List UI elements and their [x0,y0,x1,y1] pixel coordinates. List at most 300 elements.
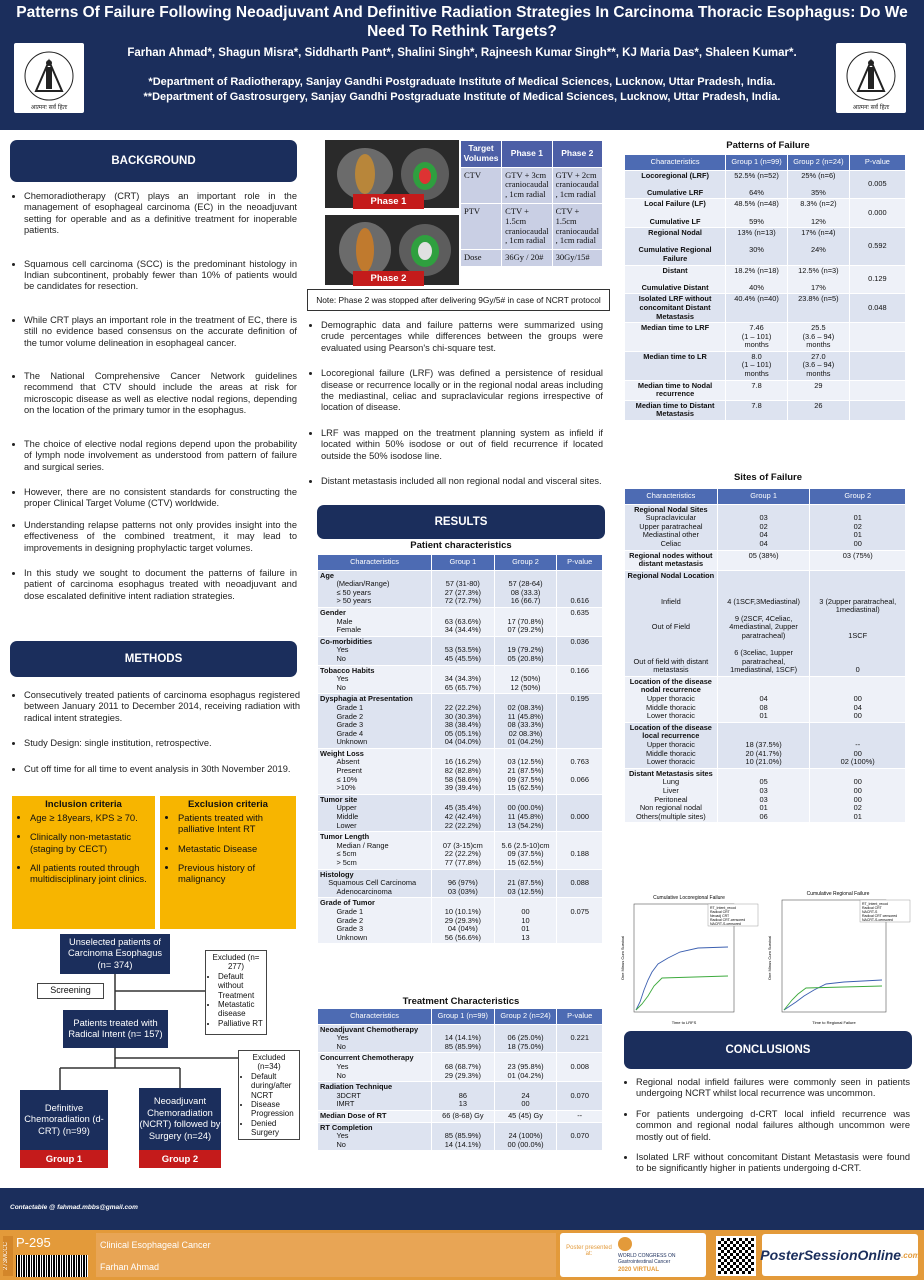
patient-cell: 57 (31-80) 27 (27.3%) 72 (72.7%) [432,570,495,607]
conclusions-text [622,1077,910,1184]
pof-header: Group 1 (n=99) [726,155,788,171]
pof-header: Characteristics [625,155,726,171]
methods-list [10,690,300,775]
poster-title: Patterns Of Failure Following Neoadjuvant And Definitive Radiation Strategies In Carcinoma Thoracic Esophagus: Do We Need To Rethink Targets? [16,4,908,40]
cell-line: Grade 3 [336,924,364,934]
phase-table [460,140,603,267]
sof-cell: 01 02 01 00 [810,504,906,550]
pof-cell: 23.8% (n=5) [787,294,849,323]
treatment-cell: 66 (8-68) Gy [432,1110,495,1122]
cell-line: RT Completion [320,1122,373,1132]
treatment-cell: 24 (100%) 00 (00.0%) [494,1122,557,1151]
phase-row [461,250,603,267]
flow-screening: Screening [37,983,104,999]
background-list [10,191,297,602]
qr-code-icon[interactable] [716,1236,756,1276]
excluded2-list [242,1072,296,1138]
cell-line: Dysphagia at Presentation [320,694,413,704]
excluded1-item: • Metastatic disease [218,1000,263,1019]
patient-cell: 0.195 [557,694,603,749]
patient-cell [318,748,432,794]
institute-logo-right [836,43,906,113]
sof-cell [625,570,718,676]
cell-line: Regional nodes without distant metastasis [629,550,715,569]
cell-line: > 50 years [320,596,372,606]
pof-cell: 0.048 [849,294,905,323]
cell-line: Histology [320,869,354,879]
pof-cell: Median time to LRF [625,323,726,352]
cell-line: Regional Nodal Sites [634,504,708,514]
logo-motto-right: आत्मनः सर्वं हितः [852,104,890,111]
pof-cell: 26 [787,400,849,420]
treatment-cell [318,1053,432,1082]
sof-cell: 00 04 00 [810,676,906,722]
km2-ylabel: One Minus Cum Survival [767,935,772,981]
phase-cell: CTV [461,167,502,203]
cell-line: >10% [320,783,356,793]
pof-cell: 0.129 [849,265,905,294]
pof-cell: 18.2% (n=18) 40% [726,265,788,294]
patient-cell [318,794,432,831]
km1-legend-4: NACRT-S-censored [710,922,741,926]
treatment-cell [318,1110,432,1122]
background-item: • Chemoradiotherapy (CRT) plays an important role in the management of esophageal carcinoma (EC) in the neoadjuvant setting for operable and as a definitive treatment for inoperable patients. [24,191,297,237]
pof-cell: Median time to Nodal recurrence [625,380,726,400]
background-item: • The National Comprehensive Cancer Network guidelines recommend that CTV should include the areas at risk for microscopic disease as well as elective nodal regions, depending on the location of the primary tumor in the esophagus. [24,371,297,417]
patient-cell: 57 (28-64) 08 (33.3) 16 (66.7) [494,570,557,607]
cell-line: Yes [336,1033,349,1043]
sof-cell: 03 02 04 04 [717,504,810,550]
background-item: • The choice of elective nodal regions depend upon the probability of lymph node involvement as understood from pattern of failure and surgical series. [24,439,297,473]
pof-row [625,323,906,352]
flow-ncrt: Neoadjuvant Chemoradiation (NCRT) followed by Surgery (n=24) [139,1088,221,1150]
cell-line: Yes [336,1131,349,1141]
background-item: • In this study we sought to document the patterns of failure in patient of carcinoma esophagus treated with neoadjuvant and dose escalated definitive intent radiation strategies. [24,568,297,602]
cell-line: Male [336,616,353,626]
patient-row [318,636,603,665]
congress-logo-icon [618,1237,632,1251]
cell-line: Grade 4 [336,728,364,738]
sof-cell: -- 00 02 (100%) [810,722,906,768]
treatment-cell: 85 (85.9%) 14 (14.1%) [432,1122,495,1151]
pof-cell [849,380,905,400]
phase-cell: PTV [461,203,502,249]
cell-line: Out of field with distant metastasis [633,656,711,675]
cell-line: Peritoneal [654,794,688,804]
cell-line: No [320,653,346,663]
treatment-header: P-value [557,1009,603,1025]
methods-heading: METHODS [10,641,297,677]
methods-detail-item: • LRF was mapped on the treatment planning system as infield if located within 50% isodose or out of field recurrence if located outside the 50% isodose line. [321,428,603,462]
km2-legend-3: Radical CRT censored [862,914,898,918]
pof-cell: 29 [787,380,849,400]
cell-line: Grade 1 [336,702,364,712]
pof-header: P-value [849,155,905,171]
phase-cell: Dose [461,250,502,267]
patient-cell: 63 (63.6%) 34 (34.4%) [432,607,495,636]
cell-line: > 5cm [320,858,357,867]
patient-header: P-value [557,555,603,571]
sof-header: Characteristics [625,489,718,505]
km1-legend-1: Radical CRT [710,910,730,914]
cell-line: Neoadjuvant Chemotherapy [320,1024,419,1034]
patient-row [318,832,603,869]
km-chart-regional [764,888,912,1028]
treatment-cell: 0.070 [557,1122,603,1151]
cell-line: Lower thoracic [646,711,695,721]
sof-cell: 04 08 01 [717,676,810,722]
patient-header: Characteristics [318,555,432,571]
treatment-cell: 86 13 [432,1082,495,1111]
excluded1-item: • Default without Treatment [218,972,263,1000]
treatment-cell: 0.008 [557,1053,603,1082]
cell-line: Non regional nodal [639,803,702,813]
km1-ylabel: One Minus Cum Survival [620,935,625,981]
cell-line: Middle thoracic [646,702,696,712]
cell-line: Liver [662,786,679,795]
pof-cell: 7.8 [726,380,788,400]
sof-row [625,504,906,550]
patient-cell: 0.635 [557,607,603,636]
sof-row [625,722,906,768]
treatment-cell: 45 (45) Gy [494,1110,557,1122]
sof-row [625,676,906,722]
patient-row [318,665,603,694]
inclusion-list [18,812,149,884]
cell-line: Lower [320,820,357,830]
contact-text: Contactable @ fahmad.mbbs@gmail.com [10,1204,138,1211]
cell-line: Tumor Length [320,832,370,842]
cell-line: Median Dose of RT [320,1110,387,1120]
exclusion-item: • Patients treated with palliative Intent RT [178,812,290,834]
cell-line: No [320,1070,346,1080]
patient-row [318,748,603,794]
treatment-cell: 68 (68.7%) 29 (29.3%) [432,1053,495,1082]
patient-cell [318,570,432,607]
pof-cell: 0.005 [849,170,905,199]
patient-row [318,794,603,831]
cell-line: Regional Nodal Location [627,570,715,580]
patient-cell [318,869,432,898]
treatment-cell: 0.221 [557,1024,603,1053]
phase-cell: CTV + 1.5cm craniocaudal , 1cm radial [502,203,552,249]
cell-line: Unknown [320,932,368,942]
pof-cell: Isolated LRF without concomitant Distant Metastasis [625,294,726,323]
pof-cell: Median time to LR [625,351,726,380]
pof-cell: 0.592 [849,228,905,265]
patient-cell: 00 10 01 13 [494,898,557,944]
excluded2-item: • Default during/after NCRT [251,1072,296,1100]
treatment-cell [318,1024,432,1053]
pof-cell: 17% (n=4) 24% [787,228,849,265]
exclusion-title: Exclusion criteria [188,799,268,810]
cell-line: Radiation Technique [320,1082,393,1092]
cell-line: Out of Field [651,622,690,632]
sof-cell: 03 (75%) [810,550,906,570]
sof-table-title: Sites of Failure [733,472,803,483]
phase-header: Phase 1 [502,141,552,168]
inclusion-item: • Clinically non-metastatic (staging by CECT) [30,831,149,853]
poster-category: Clinical Esophageal Cancer [100,1240,211,1250]
vertical-code: 273MCCC [3,1236,13,1276]
cell-line: Squamous Cell Carcinoma [328,878,417,888]
cell-line: Supraclavicular [645,513,697,523]
cell-line: Yes [336,1061,349,1071]
cell-line: No [320,1041,346,1051]
treatment-characteristics-table [317,1008,603,1151]
pof-cell [849,323,905,352]
patient-cell: 96 (97%) 03 (03%) [432,869,495,898]
methods-detail-list [307,320,603,487]
treatment-row [318,1053,603,1082]
excluded1-list [209,972,263,1028]
cell-line: Absent [336,757,360,767]
cell-line: Lower thoracic [646,757,695,767]
sof-cell [625,768,718,823]
inclusion-item: • Age ≥ 18years, KPS ≥ 70. [30,812,149,823]
background-item: • However, there are no consistent standards for constructing the proper Clinical Target Volume (CTV) worldwide. [24,487,297,510]
phase-cell: 30Gy/15# [552,250,602,267]
flow-dcrt: Definitive Chemoradiation (d-CRT) (n=99) [20,1090,108,1150]
km1-title: Cumulative Locoregional Failure [653,895,725,901]
cell-line: Grade of Tumor [320,898,375,908]
phase-cell: CTV + 1.5cm craniocaudal , 1cm radial [552,203,602,249]
cell-line: Median / Range [336,840,389,850]
cell-line: Yes [336,645,349,655]
sof-cell [625,722,718,768]
km-chart-locoregional [618,892,760,1028]
patient-row [318,607,603,636]
treatment-row [318,1110,603,1122]
km1-xlabel: Time to LRFS [671,1020,697,1025]
patient-cell: 0.036 [557,636,603,665]
phase-header: Phase 2 [552,141,602,168]
sof-cell [625,550,718,570]
cell-line: Mediastinal other [642,530,699,540]
patient-cell: 0.000 [557,794,603,831]
pof-cell: 7.8 [726,400,788,420]
excluded1-item: • Palliative RT [218,1019,263,1028]
km1-legend-3: Radical CRT-censored [710,918,746,922]
treatment-cell: 0.070 [557,1082,603,1111]
sof-row [625,768,906,823]
methods-detail-item: • Demographic data and failure patterns were summarized using crude percentages while differences between the groups were evaluated using Pearson's chi-square test. [321,320,603,354]
cell-line: ≤ 5cm [336,849,357,859]
sof-cell [625,676,718,722]
pof-cell: 0.000 [849,199,905,228]
pof-cell [849,400,905,420]
sof-cell: 05 03 03 01 06 [717,768,810,823]
poster-footer [0,1188,924,1230]
pof-cell: 27.0 (3.6 – 94) months [787,351,849,380]
flow-radical: Patients treated with Radical Intent (n= 157) [63,1010,168,1048]
presented-at: Poster presented at: [566,1245,612,1257]
pof-row [625,400,906,420]
km2-title: Cumulative Regional Failure [806,891,870,897]
pof-cell: Regional Nodal Cumulative Regional Failure [625,228,726,265]
sof-header: Group 2 [810,489,906,505]
methods-detail-item: • Distant metastasis included all non regional nodal and visceral sites. [321,476,603,487]
patient-cell: 19 (79.2%) 05 (20.8%) [494,636,557,665]
conclusions-list [622,1077,910,1175]
excluded1-title: Excluded (n= 277) [212,953,260,972]
patient-cell: 0.075 [557,898,603,944]
institute-logo-left [14,43,84,113]
patient-cell [318,694,432,749]
pof-row [625,228,906,265]
treatment-cell [318,1082,432,1111]
pof-cell: 8.3% (n=2) 12% [787,199,849,228]
poster-affiliations [110,75,814,105]
patient-row [318,570,603,607]
treatment-cell: -- [557,1110,603,1122]
patient-cell: 0.616 [557,570,603,607]
poster-code: P-295 [16,1235,51,1250]
cell-line: 3DCRT [336,1090,361,1100]
cell-line: Grade 1 [336,906,364,916]
pof-row [625,294,906,323]
cell-line: Upper [336,803,357,813]
cell-line: Tumor site [320,794,358,804]
cell-line: ≤ 10% [336,774,358,784]
cell-line: Others(multiple sites) [635,811,706,821]
pof-cell: 40.4% (n=40) [726,294,788,323]
conclusion-item: • Isolated LRF without concomitant Distant Metastasis were found to be significantly higher in patients undergoing d-CRT. [636,1152,910,1175]
treatment-cell: 24 00 [494,1082,557,1111]
phase-cell: 36Gy / 20# [502,250,552,267]
cell-line: No [320,1139,346,1149]
cell-line: Celiac [660,538,682,548]
pof-cell: 25.5 (3.6 – 94) months [787,323,849,352]
excluded2-item: • Disease Progression [251,1100,296,1119]
pof-header: Group 2 (n=24) [787,155,849,171]
pof-cell: 48.5% (n=48) 59% [726,199,788,228]
cell-line: No [320,682,346,692]
patient-cell: 0.188 [557,832,603,869]
phase2-label: Phase 2 [353,271,424,286]
conclusion-item: • Regional nodal infield failures were commonly seen in patients undergoing NCRT whilst local recurrence was uncommon. [636,1077,910,1100]
sof-cell: 4 (1SCF,3Mediastinal) 9 (2SCF, 4Celiac, 4mediastinal, 2upper paratracheal) 6 (3celiac, 1upper paratracheal, 1mediastinal, 1SCF) [717,570,810,676]
patient-cell [318,832,432,869]
poster-header [0,0,924,130]
treatment-row [318,1122,603,1151]
patient-cell: 0.166 [557,665,603,694]
pof-row [625,351,906,380]
flow-group-2: Group 2 [139,1150,221,1168]
phase-header: Target Volumes [461,141,502,168]
sof-cell: 05 (38%) [717,550,810,570]
patient-cell: 12 (50%) 12 (50%) [494,665,557,694]
sof-cell: 3 (2upper paratracheal, 1mediastinal) 1SCF 0 [810,570,906,676]
sites-of-failure-table [624,488,906,823]
congress-badge [560,1233,706,1277]
pof-row [625,170,906,199]
bottom-bar [0,1230,924,1280]
km2-legend-4: NACRT-S-censored [862,918,893,922]
cell-line: Lung [662,777,680,787]
km2-legend-1: Radical CRT [862,906,882,910]
brand-logo[interactable] [762,1234,918,1276]
sof-cell: 00 00 00 02 01 [810,768,906,823]
cell-line: Age [320,570,334,580]
methods-item: • Study Design: single institution, retrospective. [24,738,300,749]
km2-xlabel: Time to Regional Failure [812,1020,856,1025]
conclusion-item: • For patients undergoing d-CRT local infield recurrence was common and regional nodal failures although uncommon were mostly out of field. [636,1109,910,1143]
pof-cell: Local Failure (LF) Cumulative LF [625,199,726,228]
cell-line: Concurrent Chemotherapy [320,1053,414,1063]
cell-line: Location of the disease local recurrence [629,722,712,741]
patient-cell: 03 (12.5%) 21 (87.5%) 09 (37.5%) 15 (62.5%) [494,748,557,794]
pof-cell: 52.5% (n=52) 64% [726,170,788,199]
inclusion-criteria-box [12,796,155,929]
cell-line: Weight Loss [320,748,364,758]
background-item: • Understanding relapse patterns not only provides insight into the effectiveness of the combined treatment, it may lead to improvements in designing prophylactic target volumes. [24,520,297,554]
flow-excluded-2 [238,1050,300,1140]
km2-legend-2: NACRT-S [862,910,878,914]
patient-row [318,898,603,944]
treatment-header: Group 1 (n=99) [432,1009,495,1025]
cell-line: (Median/Range) [336,579,390,589]
logo-motto-left: आत्मनः सर्वं हितः [30,104,68,111]
pof-cell: Locoregional (LRF) Cumulative LRF [625,170,726,199]
cell-line: Upper thoracic [646,694,695,704]
patient-row [318,869,603,898]
patient-characteristics-table [317,554,603,944]
treatment-header: Group 2 (n=24) [494,1009,557,1025]
phase-cell: GTV + 3cm craniocaudal , 1cm radial [502,167,552,203]
flow-excluded-1 [205,950,267,1035]
pof-table-title: Patterns of Failure [726,140,810,151]
pof-cell: 8.0 (1 – 101) months [726,351,788,380]
pof-cell: 12.5% (n=3) 17% [787,265,849,294]
cell-line: Co-morbidities [320,636,373,646]
exclusion-criteria-box [160,796,296,929]
km-plot-locoregional [618,892,760,1028]
patient-cell [318,607,432,636]
inclusion-title: Inclusion criteria [45,799,122,810]
background-heading: BACKGROUND [10,140,297,182]
pof-cell: 25% (n=6) 35% [787,170,849,199]
exclusion-list [166,812,290,884]
patient-cell: 17 (70.8%) 07 (29.2%) [494,607,557,636]
cell-line: Location of the disease nodal recurrence [629,676,712,695]
exclusion-item: • Metastatic Disease [178,843,290,854]
patient-table-title: Patient characteristics [410,540,512,551]
km1-legend-2: Neoadj CRT [710,914,730,918]
poster-meta-panel [96,1233,556,1277]
pof-row [625,380,906,400]
patient-row [318,694,603,749]
treatment-cell: 23 (95.8%) 01 (04.2%) [494,1053,557,1082]
patient-header: Group 1 [432,555,495,571]
results-heading: RESULTS [317,505,605,539]
patient-cell: 16 (16.2%) 82 (82.8%) 58 (58.6%) 39 (39.4%) [432,748,495,794]
background-item: • Squamous cell carcinoma (SCC) is the predominant histology in Indian subcontinent, probably fewer than 10% of patients would be candidates for resection. [24,259,297,293]
methods-item: • Cut off time for all time to event analysis in 30th November 2019. [24,764,300,775]
cell-line: Infield [660,596,681,606]
cell-line: Gender [320,607,346,617]
methods-text [10,690,300,789]
cell-line: Female [320,625,362,635]
congress-name: WORLD CONGRESS ON Gastrointestinal Cancer [618,1253,676,1265]
cell-line: Grade 2 [336,711,364,721]
brand-tld: .com [901,1250,920,1260]
cell-line: ≤ 50 years [336,587,371,597]
affiliation-1: *Department of Radiotherapy, Sanjay Gandhi Postgraduate Institute of Medical Sciences, Lucknow, Uttar Pradesh, India. [148,76,776,88]
km1-legend-0: RT_Intent_recod [710,906,737,910]
cell-line: Grade 2 [336,915,364,925]
patient-cell: 10 (10.1%) 29 (29.3%) 04 (04%) 56 (56.6%) [432,898,495,944]
